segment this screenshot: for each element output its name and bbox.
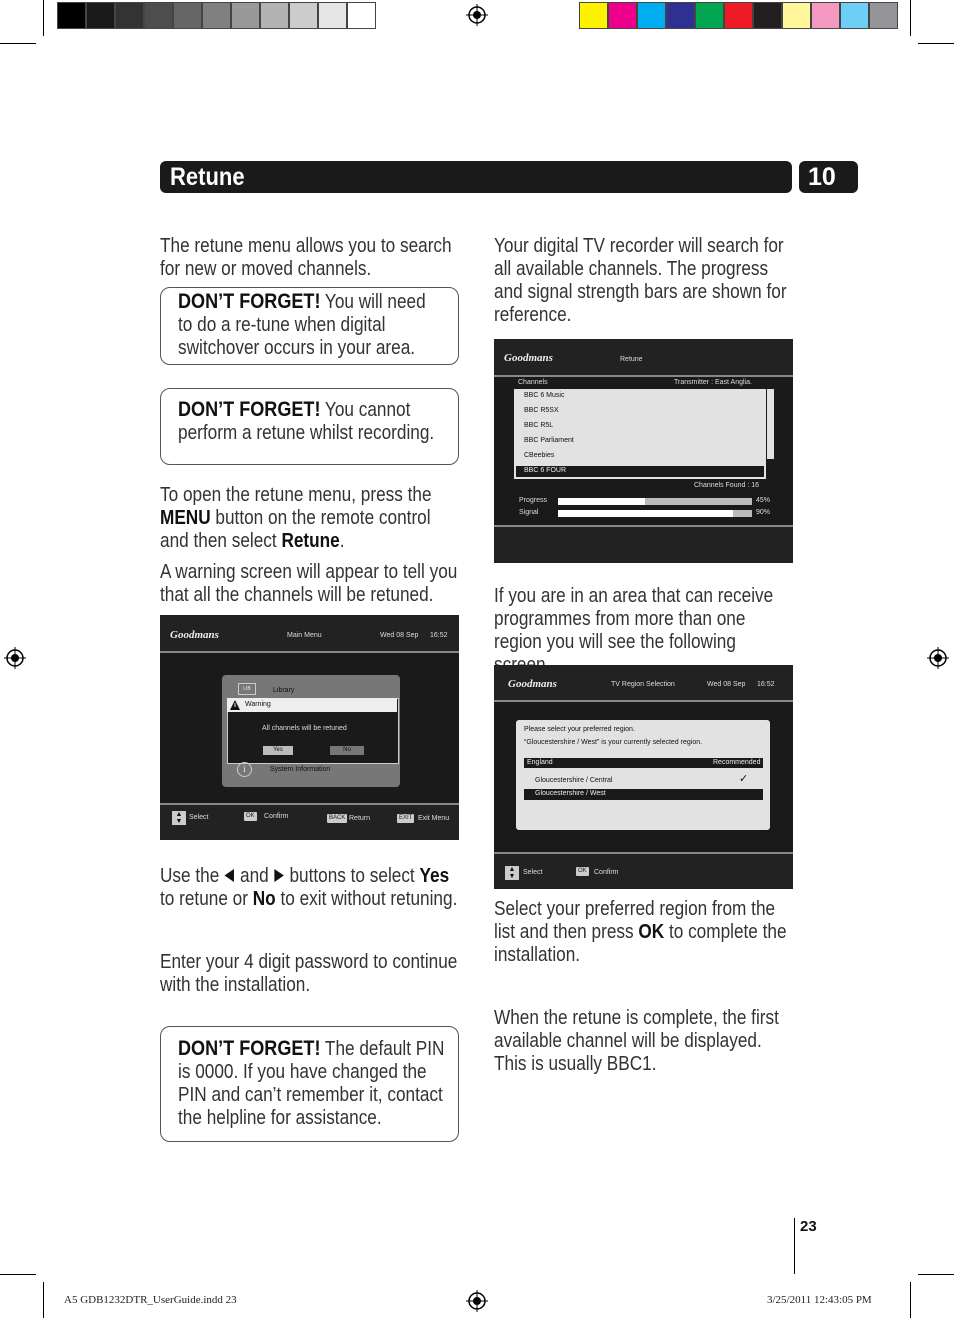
progress-bar: [558, 498, 752, 505]
process-swatch: [869, 2, 898, 29]
note-text: DON’T FORGET! The default PIN is 0000. If you have changed the PIN and can’t remember it, contact the helpline for assistance.: [178, 1037, 445, 1129]
registration-mark-icon: [466, 4, 488, 26]
channels-found: Channels Found : 16: [694, 482, 759, 489]
channel-list-item[interactable]: BBC 6 FOUR: [524, 467, 567, 474]
grey-swatch: [115, 2, 144, 29]
library-icon: LIB: [238, 683, 256, 695]
print-footer-date: 3/25/2011 12:43:05 PM: [767, 1294, 872, 1306]
process-swatch: [637, 2, 666, 29]
section-title: Retune: [170, 163, 245, 191]
grey-swatch: [144, 2, 173, 29]
process-swatch: [811, 2, 840, 29]
region-selection-screen: Goodmans TV Region Selection Wed 08 Sep 16:52 Please select your preferred region. “Gloucestershire / West” is your currently selected region. England Recommended Gloucestershire / Central ✓ Gloucestershire / West ▲ ▼ Select OK Confirm: [494, 665, 793, 889]
grey-swatch: [347, 2, 376, 29]
region-option[interactable]: Gloucestershire / West: [535, 790, 606, 797]
select-yes-no-paragraph: Use the and buttons to select Yes to retune or No to exit without retuning.: [160, 865, 458, 910]
channel-list-item[interactable]: BBC R5SX: [524, 407, 559, 414]
print-footer-file: A5 GDB1232DTR_UserGuide.indd 23: [64, 1294, 237, 1306]
exit-key: EXIT: [399, 815, 413, 821]
region-option[interactable]: Gloucestershire / Central: [535, 777, 613, 784]
grey-swatch: [318, 2, 347, 29]
region-paragraph: If you are in an area that can receive programmes from more than one region you will see the following: [494, 585, 774, 653]
screen-title: Retune: [620, 356, 643, 363]
ok-key: OK: [578, 868, 587, 874]
crop-mark: [43, 1282, 44, 1318]
process-swatch: [753, 2, 782, 29]
process-swatch: [666, 2, 695, 29]
no-button[interactable]: No: [330, 746, 364, 755]
grey-swatch: [57, 2, 86, 29]
goodmans-logo: Goodmans: [508, 678, 557, 690]
screen-date: Wed 08 Sep: [707, 681, 746, 688]
select-region-paragraph: Select your preferred region from the list and then press OK to complete the installation.: [494, 898, 787, 966]
section-header-bar: [160, 161, 792, 193]
ok-key: OK: [246, 813, 255, 819]
grey-swatch: [202, 2, 231, 29]
page-number-rule: [794, 1218, 795, 1274]
process-swatch: [608, 2, 637, 29]
right-arrow-icon: [273, 868, 284, 883]
retune-screen: [494, 339, 793, 563]
goodmans-logo: Goodmans: [170, 629, 219, 641]
goodmans-logo: Goodmans: [504, 352, 553, 364]
chapter-number: 10: [808, 163, 836, 191]
grey-swatch: [289, 2, 318, 29]
back-key: BACK: [329, 815, 346, 821]
grey-swatch: [260, 2, 289, 29]
menu-item-system-information[interactable]: System Information: [270, 766, 331, 773]
transmitter-label: Transmitter : East Anglia.: [674, 379, 752, 386]
registration-mark-icon: [466, 1290, 488, 1312]
crop-mark: [910, 0, 911, 36]
process-swatch: [782, 2, 811, 29]
info-icon: i: [237, 762, 252, 777]
warning-icon: [230, 700, 240, 710]
signal-bar: [558, 510, 752, 517]
main-menu-screen: Goodmans Main Menu Wed 08 Sep 16:52 LIB Library Warning All channels will be retuned Yes No i System Information ▲ ▼ Select OK Confirm BACK Return EXIT Exit Menu: [160, 615, 459, 840]
grey-swatch: [173, 2, 202, 29]
note-text: DON’T FORGET! You will need to do a re-tune when digital switchover occurs in your area.: [178, 290, 426, 359]
process-swatch: [579, 2, 608, 29]
open-menu-paragraph: To open the retune menu, press the MENU button on the remote control and then select Retune.: [160, 484, 432, 552]
search-paragraph: Your digital TV recorder will search for all available channels. The progress and signal strength bars are shown for reference.: [494, 235, 787, 326]
grey-swatch: [231, 2, 260, 29]
screen-title: TV Region Selection: [611, 681, 675, 688]
progress-value: 45%: [756, 497, 771, 504]
channels-label: Channels: [518, 379, 548, 386]
signal-value: 90%: [756, 509, 771, 516]
region-panel: [516, 720, 770, 830]
channel-list-item[interactable]: CBeebies: [524, 452, 555, 459]
process-swatch: [724, 2, 753, 29]
note-text: DON’T FORGET! You cannot perform a retune whilst recording.: [178, 398, 435, 444]
channel-list-item[interactable]: BBC R5L: [524, 422, 554, 429]
page-number: 23: [800, 1218, 817, 1235]
list-scrollbar[interactable]: [767, 389, 774, 459]
region-column-england: England: [527, 759, 553, 766]
left-arrow-icon: [224, 868, 235, 883]
region-instruction: Please select your preferred region.: [524, 726, 635, 733]
registration-mark-icon: [4, 647, 26, 669]
screen-date: Wed 08 Sep: [380, 632, 419, 639]
region-column-recommended: Recommended: [713, 759, 761, 766]
progress-label: Progress: [519, 497, 548, 504]
check-icon: ✓: [739, 773, 749, 785]
crop-mark: [918, 1274, 954, 1275]
intro-paragraph: The retune menu allows you to search for new or moved channels.: [160, 235, 452, 280]
signal-label: Signal: [519, 509, 539, 516]
crop-mark: [918, 43, 954, 44]
process-swatch: [840, 2, 869, 29]
screen-title: Main Menu: [287, 632, 322, 639]
password-paragraph: Enter your 4 digit password to continue with the installation.: [160, 951, 458, 996]
channel-list-item[interactable]: BBC 6 Music: [524, 392, 565, 399]
crop-mark: [0, 43, 36, 44]
complete-paragraph: When the retune is complete, the first available channel will be displayed. This is usually BBC1.: [494, 1007, 779, 1075]
up-down-arrows-icon: ▲ ▼: [172, 811, 186, 825]
current-region-text: “Gloucestershire / West” is your currently selected region.: [524, 739, 703, 746]
warning-message: All channels will be retuned: [262, 725, 347, 732]
process-swatch: [695, 2, 724, 29]
crop-mark: [910, 1282, 911, 1318]
crop-mark: [0, 1274, 36, 1275]
grey-swatch: [86, 2, 115, 29]
menu-item-library[interactable]: Library: [273, 687, 295, 694]
yes-button[interactable]: Yes: [263, 746, 293, 755]
crop-mark: [43, 0, 44, 36]
up-down-arrows-icon: ▲ ▼: [505, 866, 519, 880]
screen-time: 16:52: [430, 632, 448, 639]
channel-list-item[interactable]: BBC Parliament: [524, 437, 574, 444]
registration-mark-icon: [927, 647, 949, 669]
screen-time: 16:52: [757, 681, 775, 688]
warning-title: Warning: [245, 701, 271, 708]
warning-paragraph: A warning screen will appear to tell you that all the channels will be retuned.: [160, 561, 458, 606]
